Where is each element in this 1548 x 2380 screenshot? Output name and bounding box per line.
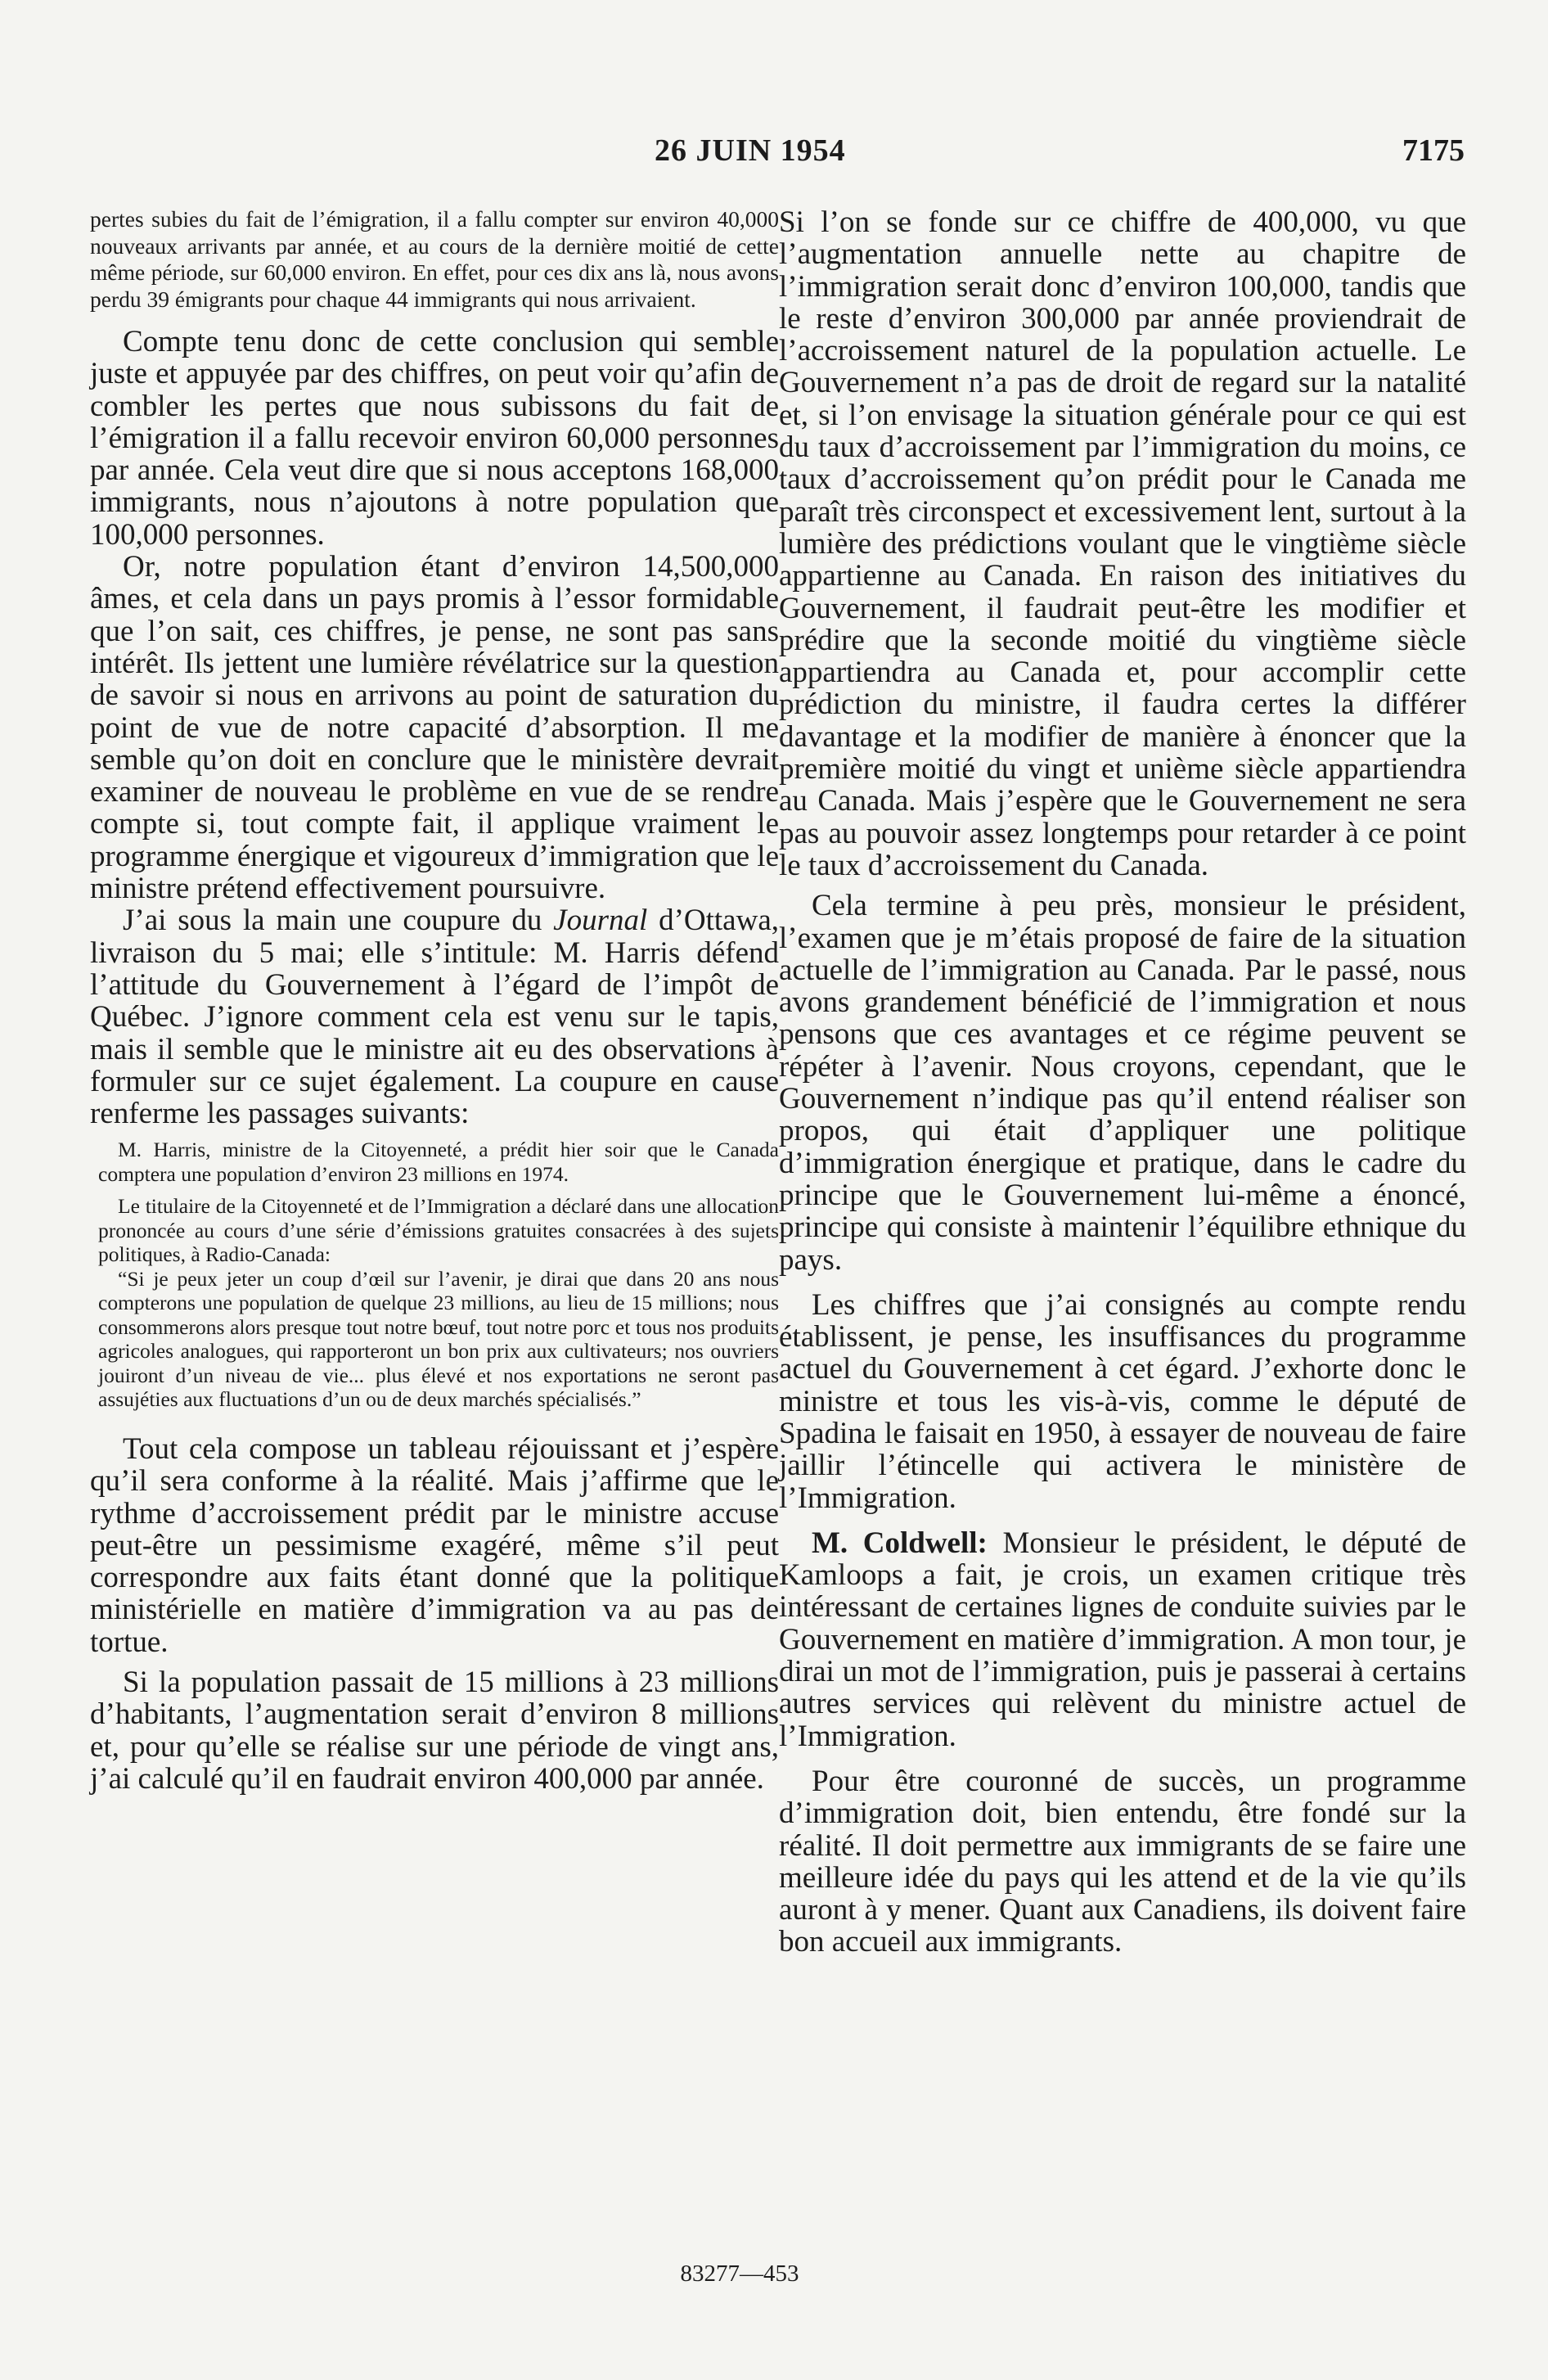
page-number: 7175 — [1402, 133, 1465, 168]
quote-paragraph: “Si je peux jeter un coup d’œil sur l’avenir, je dirai que dans 20 ans nous compterons une population de quelque 23 millions, au lieu de 15 millions; nous consommerons alors presque tout notre bœuf, tout notre porc et tous nos produits agricoles analogues, qui rapporteront un bon prix aux cultivateurs; nos ouvriers jouiront d’un niveau de vie... plus élevé et nos exportations ne seront pas assujéties aux fluctuations d’un ou de deux marchés spécialisés.” — [98, 1266, 779, 1412]
paragraph: pertes subies du fait de l’émigration, il a fallu compter sur environ 40,000 nouveaux arrivants par année, et au cours de la dernière moitié de cette même période, sur 60,000 environ. En effet, pour ces dix ans là, nous avons perdu 39 émigrants pour chaque 44 immigrants qui nous arrivaient. — [90, 206, 779, 312]
page-date: 26 JUIN 1954 — [655, 133, 846, 168]
right-column — [779, 206, 1466, 1959]
print-code: 83277—453 — [680, 2261, 799, 2287]
paragraph — [779, 1527, 1466, 1752]
paragraph: Si l’on se fonde sur ce chiffre de 400,000, vu que l’augmentation annuelle nette au chapitre de l’immigration serait donc d’environ 100,000, tandis que le reste d’environ 300,000 par année proviendrait de l’accroissement naturel de la population actuelle. Le Gouvernement n’a pas de droit de regard sur la natalité et, si l’on envisage la situation générale pour ce qui est du taux d’accroissement par l’immigration du moins, ce taux d’accroissement qu’on prédit pour le Canada me paraît très circonspect et excessivement lent, surtout à la lumière des prédictions voulant que le vingtième siècle appartienne au Canada. En raison des initiatives du Gouvernement, il faudrait peut-être les modifier et prédire que la seconde moitié du vingtième siècle appartiendra au Canada et, pour accomplir cette prédiction du ministre, il faudra certes la différer davantage et la modifier de manière à énoncer que la première moitié du vingt et unième siècle appartiendra au Canada. Mais j’espère que le Gouvernement ne sera pas au pouvoir assez longtemps pour retarder à ce point le taux d’accroissement du Canada. — [779, 205, 1466, 882]
paragraph: Les chiffres que j’ai consignés au compte rendu établissent, je pense, les insuffisances du programme actuel du Gouvernement à cet égard. J’exhorte donc le ministre et tous les vis-à-vis, comme le député de Spadina le faisait en 1950, à essayer de nouveau de faire jaillir l’étincelle qui activera le ministère de l’Immigration. — [779, 1287, 1466, 1515]
speaker-name: M. Coldwell: — [812, 1526, 988, 1560]
paragraph: Compte tenu donc de cette conclusion qui semble juste et appuyée par des chiffres, on peut voir qu’afin de combler les pertes que nous subissons du fait de l’émigration il a fallu recevoir environ 60,000 personnes par année. Cela veut dire que si nous acceptons 168,000 immigrants, nous n’ajoutons à notre population que 100,000 personnes. — [90, 325, 779, 552]
quote-paragraph: Le titulaire de la Citoyenneté et de l’Immigration a déclaré dans une allocation prononcée au cours d’une série d’émissions gratuites consacrées à des sujets politiques, à Radio-Canada: — [98, 1194, 779, 1267]
quoted-passage — [90, 1138, 779, 1412]
paragraph: Si la population passait de 15 millions à 23 millions d’habitants, l’augmentation serait d’environ 8 millions et, pour qu’elle se réalise sur une période de vingt ans, j’ai calculé qu’il en faudrait environ 400,000 par année. — [90, 1666, 779, 1796]
paragraph: Or, notre population étant d’environ 14,500,000 âmes, et cela dans un pays promis à l’essor formidable que l’on sait, ces chiffres, je pense, ne sont pas sans intérêt. Ils jettent une lumière révélatrice sur la question de savoir si nous en arrivons au point de saturation du point de vue de notre capacité d’absorption. Il me semble qu’on doit en conclure que le ministère devrait examiner de nouveau le problème en vue de se rendre compte si, tout compte fait, il applique vraiment le programme énergique et vigoureux d’immigration que le ministre prétend effectivement poursuivre. — [90, 550, 779, 906]
paragraph: Tout cela compose un tableau réjouissant et j’espère qu’il sera conforme à la réalité. Mais j’affirme que le rythme d’accroissement prédit par le ministre accuse peut-être un pessimisme exagéré, même s’il peut correspondre aux faits étant donné que la politique ministérielle en matière d’immigration va au pas de tortue. — [90, 1431, 779, 1659]
quote-paragraph: M. Harris, ministre de la Citoyenneté, a prédit hier soir que le Canada comptera une population d’environ 23 millions en 1974. — [98, 1138, 779, 1186]
text-run: J’ai sous la main une coupure du — [123, 904, 554, 938]
text-run: Monsieur le président, le député de Kamloops a fait, je crois, un examen critique très intéressant de certaines lignes de conduite suivies par le Gouvernement en matière d’immigration. A mon tour, je dirai un mot de l’immigration, puis je passerai à certains autres services qui relèvent du ministre actuel de l’Immigration. — [779, 1526, 1466, 1753]
text-run: d’Ottawa, livraison du 5 mai; elle s’intitule: M. Harris défend l’attitude du Gouvernement à l’égard de l’impôt de Québec. J’ignore comment cela est venu sur le tapis, mais il semble que le ministre ait eu des observations à formuler sur ce sujet également. La coupure en cause renferme les passages suivants: — [90, 904, 779, 1131]
page-header — [0, 133, 1548, 182]
left-column — [90, 206, 779, 1795]
paragraph — [90, 904, 779, 1129]
page-footer — [0, 2261, 1548, 2288]
paragraph: Cela termine à peu près, monsieur le président, l’examen que je m’étais proposé de faire de la situation actuelle de l’immigration au Canada. Par le passé, nous avons grandement bénéficié de l’immigration et nous pensons que ces avantages et ce régime peuvent se répéter à l’avenir. Nous croyons, cependant, que le Gouvernement n’indique pas qu’il entend réaliser son propos, qui était d’appliquer une politique d’immigration énergique et pratique, dans le cadre du principe que le Gouvernement lui-même a énoncé, principe qui consiste à maintenir l’équilibre ethnique du pays. — [779, 889, 1466, 1277]
paragraph: Pour être couronné de succès, un programme d’immigration doit, bien entendu, être fondé sur la réalité. Il doit permettre aux immigrants de se faire une meilleure idée du pays qui les attend et de la vie qu’ils auront à y mener. Quant aux Canadiens, ils doivent faire bon accueil aux immigrants. — [779, 1764, 1466, 1959]
journal-title: Journal — [553, 904, 648, 938]
